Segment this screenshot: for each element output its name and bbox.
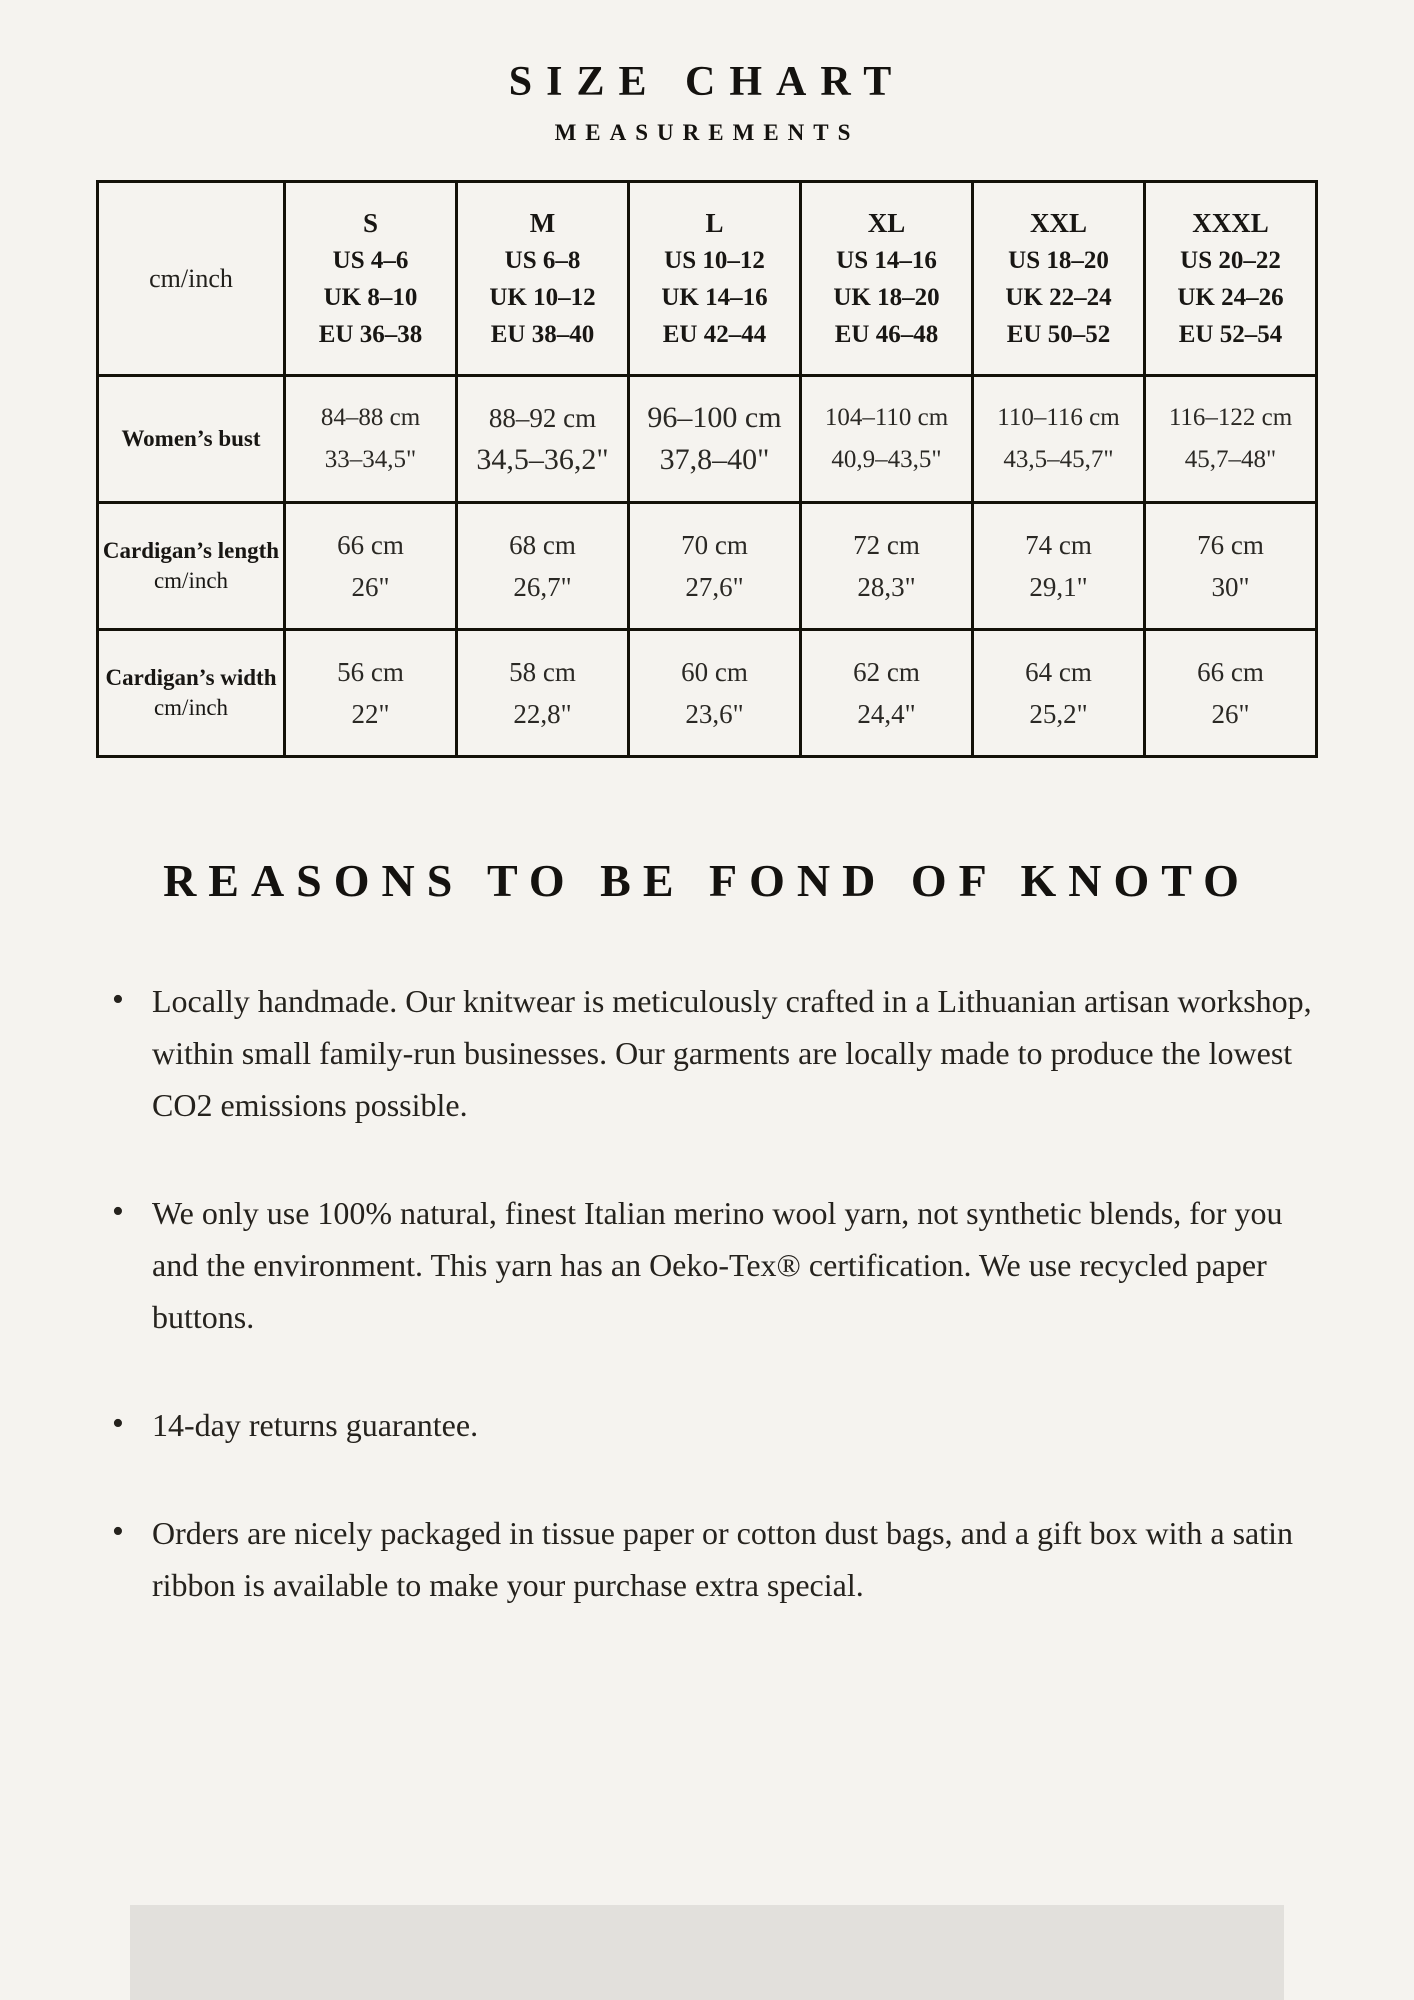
inch-value: 37,8–40" xyxy=(659,443,770,476)
uk-size: UK 18–20 xyxy=(833,284,940,311)
width-xxl-cell xyxy=(973,630,1145,757)
bust-xxl-cell xyxy=(973,376,1145,503)
width-xxxl-cell xyxy=(1145,630,1317,757)
eu-size: EU 46–48 xyxy=(834,321,939,348)
size-header-xxl xyxy=(973,182,1145,376)
length-xl-cell xyxy=(801,503,973,630)
cm-value: 110–116 cm xyxy=(997,404,1120,431)
cm-value: 66 cm xyxy=(337,530,404,560)
bust-s-cell xyxy=(285,376,457,503)
size-chart-table xyxy=(96,180,1318,758)
cm-value: 64 cm xyxy=(1025,657,1092,687)
size-header-l xyxy=(629,182,801,376)
size-header-xl xyxy=(801,182,973,376)
cm-value: 60 cm xyxy=(681,657,748,687)
unit-label-cell: cm/inch xyxy=(98,182,285,376)
table-row-womens-bust xyxy=(98,376,1317,503)
inch-value: 22" xyxy=(351,699,390,729)
cm-value: 96–100 cm xyxy=(647,401,782,434)
row-label-unit: cm/inch xyxy=(153,568,229,593)
uk-size: UK 14–16 xyxy=(661,284,768,311)
size-header-xxxl xyxy=(1145,182,1317,376)
width-xl-cell xyxy=(801,630,973,757)
page-title: SIZE CHART xyxy=(508,59,906,105)
cm-value: 74 cm xyxy=(1025,530,1092,560)
size-name: S xyxy=(362,208,379,238)
cm-value: 62 cm xyxy=(853,657,920,687)
bust-l-cell xyxy=(629,376,801,503)
reason-item-locally-handmade: • Locally handmade. Our knitwear is meticulously crafted in a Lithuanian artisan workshop, within small family-run businesses. Our garments are locally made to produce the lowest CO2 emissions possible. xyxy=(112,975,1328,1131)
row-label-text: Cardigan’s width xyxy=(105,665,277,690)
cm-value: 76 cm xyxy=(1197,530,1264,560)
inch-value: 26" xyxy=(351,572,390,602)
inch-value: 45,7–48" xyxy=(1184,446,1277,473)
row-label-text: Women’s bust xyxy=(121,426,261,451)
uk-size: UK 24–26 xyxy=(1177,284,1284,311)
length-l-cell xyxy=(629,503,801,630)
inch-value: 27,6" xyxy=(685,572,744,602)
length-s-cell xyxy=(285,503,457,630)
inch-value: 23,6" xyxy=(685,699,744,729)
cm-value: 116–122 cm xyxy=(1168,404,1293,431)
size-name: L xyxy=(705,208,724,238)
uk-size: UK 8–10 xyxy=(323,284,418,311)
table-row-cardigan-width xyxy=(98,630,1317,757)
row-label-text: Cardigan’s length xyxy=(102,538,280,563)
us-size: US 18–20 xyxy=(1008,247,1109,274)
size-header-s xyxy=(285,182,457,376)
width-s-cell xyxy=(285,630,457,757)
reasons-list xyxy=(112,975,1328,1611)
inch-value: 34,5–36,2" xyxy=(476,443,609,476)
inch-value: 26,7" xyxy=(513,572,572,602)
cm-value: 70 cm xyxy=(681,530,748,560)
reason-item-returns: • 14-day returns guarantee. xyxy=(112,1399,1328,1451)
eu-size: EU 52–54 xyxy=(1178,321,1283,348)
inch-value: 29,1" xyxy=(1029,572,1088,602)
bust-xl-cell xyxy=(801,376,973,503)
length-xxl-cell xyxy=(973,503,1145,630)
inch-value: 28,3" xyxy=(857,572,916,602)
row-label-womens-bust xyxy=(98,376,285,503)
cm-value: 84–88 cm xyxy=(320,404,421,431)
cm-value: 66 cm xyxy=(1197,657,1264,687)
inch-value: 22,8" xyxy=(513,699,572,729)
eu-size: EU 38–40 xyxy=(490,321,595,348)
us-size: US 10–12 xyxy=(664,247,765,274)
table-header-row xyxy=(98,182,1317,376)
length-xxxl-cell xyxy=(1145,503,1317,630)
bottom-image-strip xyxy=(130,1905,1284,2000)
bust-xxxl-cell xyxy=(1145,376,1317,503)
width-m-cell xyxy=(457,630,629,757)
uk-size: UK 22–24 xyxy=(1005,284,1112,311)
eu-size: EU 36–38 xyxy=(318,321,423,348)
table-row-cardigan-length xyxy=(98,503,1317,630)
cm-value: 56 cm xyxy=(337,657,404,687)
us-size: US 6–8 xyxy=(504,247,581,274)
inch-value: 33–34,5" xyxy=(324,446,417,473)
eu-size: EU 50–52 xyxy=(1006,321,1111,348)
us-size: US 4–6 xyxy=(332,247,409,274)
size-name: XL xyxy=(867,208,906,238)
uk-size: UK 10–12 xyxy=(489,284,596,311)
size-name: XXXL xyxy=(1192,208,1269,238)
us-size: US 14–16 xyxy=(836,247,937,274)
inch-value: 30" xyxy=(1211,572,1250,602)
size-name: M xyxy=(529,208,556,238)
cm-value: 58 cm xyxy=(509,657,576,687)
size-header-m xyxy=(457,182,629,376)
inch-value: 40,9–43,5" xyxy=(831,446,942,473)
row-label-unit: cm/inch xyxy=(153,695,229,720)
inch-value: 24,4" xyxy=(857,699,916,729)
reason-item-packaging: • Orders are nicely packaged in tissue paper or cotton dust bags, and a gift box with a satin ribbon is available to make your purchase extra special. xyxy=(112,1507,1328,1611)
width-l-cell xyxy=(629,630,801,757)
us-size: US 20–22 xyxy=(1180,247,1281,274)
page-subtitle: MEASUREMENTS xyxy=(554,120,860,145)
cm-value: 68 cm xyxy=(509,530,576,560)
reason-item-natural-yarn: • We only use 100% natural, finest Italian merino wool yarn, not synthetic blends, for you and the environment. This yarn has an Oeko-Tex® certification. We use recycled paper buttons. xyxy=(112,1187,1328,1343)
length-m-cell xyxy=(457,503,629,630)
reasons-heading: REASONS TO BE FOND OF KNOTO xyxy=(163,855,1251,906)
cm-value: 88–92 cm xyxy=(488,403,597,433)
inch-value: 43,5–45,7" xyxy=(1003,446,1114,473)
inch-value: 25,2" xyxy=(1029,699,1088,729)
row-label-cardigan-length xyxy=(98,503,285,630)
bust-m-cell xyxy=(457,376,629,503)
cm-value: 72 cm xyxy=(853,530,920,560)
cm-value: 104–110 cm xyxy=(824,404,949,431)
eu-size: EU 42–44 xyxy=(662,321,767,348)
inch-value: 26" xyxy=(1211,699,1250,729)
size-name: XXL xyxy=(1029,208,1087,238)
row-label-cardigan-width xyxy=(98,630,285,757)
